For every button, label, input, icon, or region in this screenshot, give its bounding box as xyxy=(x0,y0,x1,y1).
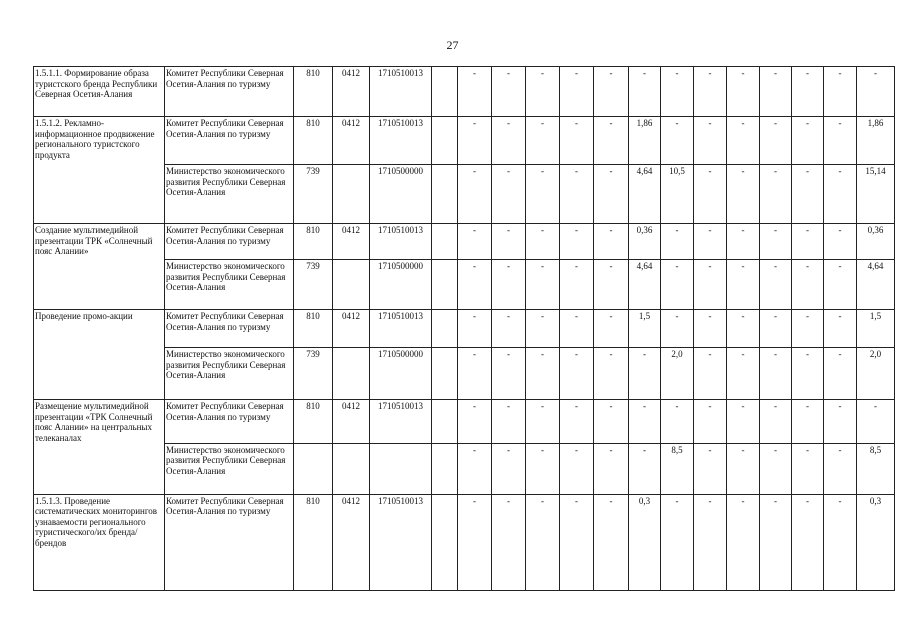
executor-cell: Комитет Республики Северная Осетия-Алания по туризму xyxy=(165,224,294,260)
value-cell: - xyxy=(629,348,661,400)
value-cell: - xyxy=(727,494,760,590)
value-cell: - xyxy=(661,117,694,165)
value-cell: 1,86 xyxy=(857,117,895,165)
value-cell: - xyxy=(792,494,824,590)
target-code-cell: 1710500000 xyxy=(370,260,432,310)
value-cell: - xyxy=(760,117,792,165)
value-cell: - xyxy=(727,260,760,310)
value-cell: - xyxy=(492,443,526,494)
value-cell: - xyxy=(760,67,792,117)
grbs-code-cell: 810 xyxy=(294,400,333,444)
value-cell: - xyxy=(661,310,694,348)
value-cell: - xyxy=(492,400,526,444)
section-code-cell: 0412 xyxy=(333,224,370,260)
activity-cell: 1.5.1.3. Проведение систематических мониторингов узнаваемости регионального туристического/их бренда/брендов xyxy=(34,494,165,590)
value-cell: - xyxy=(594,165,629,224)
value-cell: - xyxy=(526,165,560,224)
target-code-cell: 1710500000 xyxy=(370,348,432,400)
value-cell: - xyxy=(694,67,727,117)
value-cell: - xyxy=(824,260,857,310)
value-cell: - xyxy=(594,443,629,494)
value-cell: - xyxy=(661,67,694,117)
value-cell xyxy=(432,165,458,224)
section-code-cell: 0412 xyxy=(333,117,370,165)
target-code-cell: 1710510013 xyxy=(370,117,432,165)
section-code-cell xyxy=(333,260,370,310)
value-cell: - xyxy=(661,260,694,310)
value-cell: 4,64 xyxy=(629,260,661,310)
value-cell: - xyxy=(594,67,629,117)
value-cell: - xyxy=(594,310,629,348)
value-cell: - xyxy=(824,165,857,224)
value-cell: - xyxy=(661,494,694,590)
executor-cell: Комитет Республики Северная Осетия-Алания по туризму xyxy=(165,400,294,444)
table-row xyxy=(34,117,895,165)
section-code-cell xyxy=(333,165,370,224)
executor-cell: Министерство экономического развития Республики Северная Осетия-Алания xyxy=(165,348,294,400)
value-cell: - xyxy=(458,443,492,494)
grbs-code-cell: 810 xyxy=(294,224,333,260)
table-row xyxy=(34,494,895,590)
value-cell: - xyxy=(492,494,526,590)
value-cell: - xyxy=(458,400,492,444)
value-cell: - xyxy=(560,260,594,310)
value-cell: - xyxy=(824,224,857,260)
value-cell: - xyxy=(661,400,694,444)
value-cell: - xyxy=(824,117,857,165)
value-cell: - xyxy=(458,165,492,224)
value-cell: - xyxy=(560,165,594,224)
value-cell: - xyxy=(526,117,560,165)
activity-cell xyxy=(34,443,165,494)
target-code-cell: 1710510013 xyxy=(370,494,432,590)
value-cell: - xyxy=(492,165,526,224)
value-cell: - xyxy=(694,117,727,165)
section-code-cell xyxy=(333,348,370,400)
value-cell: 15,14 xyxy=(857,165,895,224)
value-cell: - xyxy=(492,310,526,348)
value-cell: 0,3 xyxy=(629,494,661,590)
value-cell: 2,0 xyxy=(661,348,694,400)
value-cell: - xyxy=(727,348,760,400)
value-cell: 2,0 xyxy=(857,348,895,400)
value-cell: - xyxy=(458,224,492,260)
value-cell: 0,36 xyxy=(857,224,895,260)
value-cell xyxy=(432,224,458,260)
value-cell: 1,5 xyxy=(857,310,895,348)
value-cell: - xyxy=(526,494,560,590)
target-code-cell: 1710500000 xyxy=(370,165,432,224)
value-cell: 0,3 xyxy=(857,494,895,590)
budget-table xyxy=(33,66,895,591)
value-cell: - xyxy=(824,67,857,117)
value-cell: - xyxy=(857,400,895,444)
value-cell: - xyxy=(727,443,760,494)
value-cell: - xyxy=(760,348,792,400)
grbs-code-cell: 739 xyxy=(294,165,333,224)
value-cell: 4,64 xyxy=(629,165,661,224)
value-cell: - xyxy=(526,348,560,400)
value-cell: - xyxy=(760,310,792,348)
grbs-code-cell: 810 xyxy=(294,310,333,348)
value-cell xyxy=(432,310,458,348)
value-cell: - xyxy=(594,400,629,444)
section-code-cell: 0412 xyxy=(333,494,370,590)
value-cell: - xyxy=(792,117,824,165)
executor-cell: Комитет Республики Северная Осетия-Алания по туризму xyxy=(165,310,294,348)
value-cell: - xyxy=(694,224,727,260)
value-cell: - xyxy=(560,117,594,165)
target-code-cell: 1710510013 xyxy=(370,67,432,117)
value-cell: - xyxy=(458,348,492,400)
value-cell: 8,5 xyxy=(857,443,895,494)
target-code-cell: 1710510013 xyxy=(370,224,432,260)
value-cell: - xyxy=(458,260,492,310)
grbs-code-cell: 810 xyxy=(294,117,333,165)
value-cell: - xyxy=(526,400,560,444)
executor-cell: Комитет Республики Северная Осетия-Алания по туризму xyxy=(165,117,294,165)
value-cell: - xyxy=(594,494,629,590)
value-cell: - xyxy=(694,260,727,310)
table-row xyxy=(34,260,895,310)
value-cell: 10,5 xyxy=(661,165,694,224)
section-code-cell: 0412 xyxy=(333,400,370,444)
value-cell: - xyxy=(727,310,760,348)
value-cell xyxy=(432,67,458,117)
value-cell: - xyxy=(792,443,824,494)
value-cell: - xyxy=(492,260,526,310)
value-cell: - xyxy=(727,67,760,117)
value-cell: - xyxy=(760,260,792,310)
value-cell: - xyxy=(629,400,661,444)
value-cell: - xyxy=(526,260,560,310)
value-cell: - xyxy=(594,117,629,165)
table-row xyxy=(34,67,895,117)
value-cell xyxy=(432,443,458,494)
value-cell: - xyxy=(760,165,792,224)
activity-cell: 1.5.1.1. Формирование образа туристского бренда Республики Северная Осетия-Алания xyxy=(34,67,165,117)
value-cell: - xyxy=(792,260,824,310)
value-cell: - xyxy=(792,224,824,260)
value-cell: - xyxy=(492,67,526,117)
table-row xyxy=(34,400,895,444)
grbs-code-cell: 810 xyxy=(294,494,333,590)
value-cell: - xyxy=(526,443,560,494)
executor-cell: Комитет Республики Северная Осетия-Алания по туризму xyxy=(165,67,294,117)
grbs-code-cell: 739 xyxy=(294,348,333,400)
grbs-code-cell xyxy=(294,443,333,494)
executor-cell: Министерство экономического развития Республики Северная Осетия-Алания xyxy=(165,443,294,494)
value-cell: 1,86 xyxy=(629,117,661,165)
executor-cell: Министерство экономического развития Республики Северная Осетия-Алания xyxy=(165,165,294,224)
executor-cell: Комитет Республики Северная Осетия-Алания по туризму xyxy=(165,494,294,590)
value-cell: - xyxy=(560,400,594,444)
value-cell: - xyxy=(661,224,694,260)
activity-cell: Размещение мультимедийной презентации «ТРК Солнечный пояс Алании» на центральных телеканалах xyxy=(34,400,165,444)
page-number: 27 xyxy=(446,38,459,52)
value-cell: - xyxy=(694,310,727,348)
grbs-code-cell: 810 xyxy=(294,67,333,117)
value-cell: - xyxy=(792,348,824,400)
value-cell: - xyxy=(792,310,824,348)
value-cell: - xyxy=(492,348,526,400)
target-code-cell: 1710510013 xyxy=(370,400,432,444)
section-code-cell xyxy=(333,443,370,494)
value-cell: - xyxy=(857,67,895,117)
value-cell: - xyxy=(760,400,792,444)
target-code-cell xyxy=(370,443,432,494)
value-cell: - xyxy=(694,348,727,400)
activity-cell: Создание мультимедийной презентации ТРК «Солнечный пояс Алании» xyxy=(34,224,165,260)
table-body xyxy=(34,67,895,591)
value-cell: - xyxy=(594,224,629,260)
value-cell: 1,5 xyxy=(629,310,661,348)
value-cell: - xyxy=(694,400,727,444)
table-row xyxy=(34,348,895,400)
section-code-cell: 0412 xyxy=(333,310,370,348)
value-cell: - xyxy=(560,224,594,260)
activity-cell xyxy=(34,260,165,310)
value-cell: - xyxy=(824,494,857,590)
value-cell: - xyxy=(824,400,857,444)
table-row xyxy=(34,443,895,494)
value-cell: - xyxy=(629,67,661,117)
value-cell: - xyxy=(694,494,727,590)
value-cell: - xyxy=(560,348,594,400)
activity-cell: 1.5.1.2. Рекламно-информационное продвижение регионального туристского продукта xyxy=(34,117,165,165)
section-code-cell: 0412 xyxy=(333,67,370,117)
target-code-cell: 1710510013 xyxy=(370,310,432,348)
value-cell: - xyxy=(760,443,792,494)
value-cell xyxy=(432,494,458,590)
value-cell: - xyxy=(492,117,526,165)
value-cell: - xyxy=(458,494,492,590)
value-cell: - xyxy=(526,310,560,348)
value-cell: - xyxy=(560,310,594,348)
grbs-code-cell: 739 xyxy=(294,260,333,310)
value-cell: - xyxy=(560,67,594,117)
value-cell: - xyxy=(792,400,824,444)
value-cell: - xyxy=(694,443,727,494)
value-cell: - xyxy=(792,165,824,224)
value-cell: - xyxy=(760,494,792,590)
value-cell: - xyxy=(458,117,492,165)
executor-cell: Министерство экономического развития Республики Северная Осетия-Алания xyxy=(165,260,294,310)
value-cell: - xyxy=(492,224,526,260)
value-cell: - xyxy=(760,224,792,260)
table-row xyxy=(34,165,895,224)
value-cell: - xyxy=(727,117,760,165)
table-row xyxy=(34,310,895,348)
value-cell xyxy=(432,400,458,444)
activity-cell xyxy=(34,165,165,224)
value-cell: - xyxy=(824,348,857,400)
value-cell: - xyxy=(727,165,760,224)
value-cell xyxy=(432,348,458,400)
value-cell: - xyxy=(560,443,594,494)
value-cell: - xyxy=(458,67,492,117)
value-cell: - xyxy=(629,443,661,494)
value-cell: 0,36 xyxy=(629,224,661,260)
value-cell: - xyxy=(458,310,492,348)
value-cell: - xyxy=(792,67,824,117)
value-cell: - xyxy=(824,310,857,348)
value-cell: - xyxy=(727,400,760,444)
value-cell: - xyxy=(594,348,629,400)
value-cell: 4,64 xyxy=(857,260,895,310)
value-cell: - xyxy=(526,224,560,260)
value-cell: - xyxy=(560,494,594,590)
value-cell: - xyxy=(727,224,760,260)
value-cell: - xyxy=(694,165,727,224)
value-cell: - xyxy=(594,260,629,310)
activity-cell xyxy=(34,348,165,400)
value-cell xyxy=(432,260,458,310)
value-cell: - xyxy=(824,443,857,494)
value-cell xyxy=(432,117,458,165)
table-row xyxy=(34,224,895,260)
value-cell: 8,5 xyxy=(661,443,694,494)
value-cell: - xyxy=(526,67,560,117)
activity-cell: Проведение промо-акции xyxy=(34,310,165,348)
